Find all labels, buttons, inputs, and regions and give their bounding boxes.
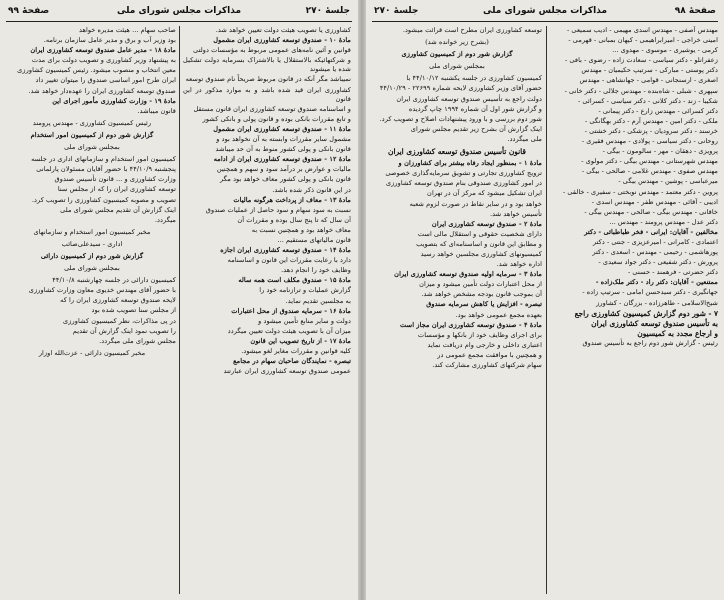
text-line: گزارش عملیات و ترازنامه خود را [259, 286, 351, 295]
text-line: دکتر عدل - مهندس پرومند - مهندس ... [609, 217, 718, 226]
text-line: در پی مذاکرات، نظر کمیسیون کشاورزی [63, 316, 176, 325]
right-page-running-title: مذاکرات مجلس شورای ملی [482, 6, 608, 16]
text-line: کمیسیون امور استخدام و سازمانهای اداری در جلسه [31, 155, 176, 164]
left-page-running-title: مذاکرات مجلس شورای ملی [116, 6, 242, 16]
text-line: ممتنعین - آقایان: دکتر راد - دکتر ملک‌زاده - [595, 278, 718, 287]
text-line: دکتر کسرائی - مهندس زارع - دکتر پیمانی - [598, 106, 718, 115]
text-line: امینی خراجی - امیرابراهیمی - کیهان بمبانی - قهرمی - [568, 36, 718, 45]
signature-line: رئیس کمیسیون کشاورزی - مهندس پرومند [32, 118, 152, 127]
agenda-item-heading: ۷ - شور دوم گزارش کمیسیون کشاورزی راجع [574, 308, 718, 318]
text-line: مادهٔ ۳ - سرمایه اولیه صندوق توسعه کشاورزی ایران [394, 270, 542, 279]
text-line: صندوق توسعه کشاورزی ایران را عهده‌دار خواهد شد. [28, 86, 176, 95]
text-line: با حضور آقای مهندس خدیوی معاون وزارت کشاورزی [28, 286, 176, 295]
left-page-right-column [183, 26, 351, 596]
text-line: مخالفین - آقایان: ایرانی - فخر طباطبائی - دکتر [584, 227, 718, 236]
text-line: اعتباری داخلی و خارجی وام دریافت نماید [427, 340, 542, 349]
text-line: و تابع مقررات بانکی بوده و قانون پولی و بانکی کشور [202, 114, 351, 123]
text-line: دولت و سایر منابع تأمین میشود و [258, 316, 351, 325]
text-line: کمیسیونهای کشاورزی مجلسین خواهد رسید [420, 249, 542, 258]
text-line: جهانگیری - دکتر سیدحسن امامی - سرتیپ زاده - [582, 288, 718, 297]
text-line: مادهٔ ۱۷ - از تاریخ تصویب این قانون [250, 336, 351, 345]
left-page-left-column [8, 26, 176, 596]
text-line: کشاورزی ایران قید شده باشد و به موارد مذکور در این قانون [183, 85, 351, 103]
agenda-item-heading: و ارجاع مجدد به کمیسیون [637, 328, 718, 338]
text-line: و اساسنامه صندوق توسعه کشاورزی ایران قانون مستقل [193, 104, 351, 113]
text-line: دولت راجع به تأسیس صندوق توسعه کشاورزی ایران [396, 94, 542, 103]
text-line: اینک گزارش آن تقدیم مجلس شورای ملی [60, 205, 176, 214]
text-line: مشمول سایر مقررات وابسته به آن نخواهد بود و [216, 135, 351, 144]
text-line: دارد با رعایت مقررات این قانون و اساسنامه [227, 256, 351, 265]
text-line: مادهٔ ۱۸ - مدیر عامل صندوق توسعه کشاورزی ایران [30, 46, 176, 55]
right-header-rule [372, 21, 718, 22]
text-line: تبصره - افزایش یا کاهش سرمایه صندوق [426, 300, 542, 309]
text-line: ایران طرح امور اساسی صندوق را میتوان تغییر داد [35, 76, 176, 85]
right-page-header [374, 6, 716, 20]
text-line: خرسند - دکتر سرودیان - پزشکی - دکتر خشتی - [584, 126, 718, 135]
text-line: مادهٔ ۱۴ - صندوق توسعه کشاورزی ایران اجازه [220, 246, 351, 255]
text-line: صاحب سهام ... هیئت مدیره خواهد [78, 26, 176, 34]
right-page-number: صفحهٔ ۹۸ [674, 6, 716, 16]
right-page [366, 0, 724, 600]
text-line: مادهٔ ۱۲ - صندوق توسعه کشاورزی ایران از ادامه [213, 155, 351, 164]
text-line: تأسیس خواهد شد. [489, 209, 542, 218]
text-line: مهندس آصفی - مهندس اسدی مهیمی - ادیب سمیعی - [567, 26, 718, 34]
section-heading: گزارش شور دوم از کمیسیون کشاورزی [401, 50, 513, 59]
text-line: بود وزیر آب و برق و مدیر عامل سازمان برنامه. [43, 36, 176, 45]
text-line: قانون میباشد. [137, 106, 176, 115]
text-line: اینک گزارش آن بشرح زیر تقدیم مجلس شورای [410, 124, 542, 133]
text-line: معین انتخاب و منصوب میشود. رئیس کمیسیون کشاورزی [17, 66, 176, 75]
text-line: کمیسیون دارائی در جلسه چهارشنبه ۴۴/۱۰/۸ [52, 276, 176, 285]
text-line: در این قانون ذکر شده باشد. [272, 185, 351, 194]
text-line: پرویزی - دهقان - مهر - سالومون - بیگی - [602, 147, 718, 156]
text-line: خاقانی - مهندس بیگی - صالحی - مهندس بیگی - [584, 207, 718, 216]
text-line: ایران تشکیل میشود که مرکز آن در تهران [427, 189, 542, 198]
text-line: شکیبا - زند - دکتر کلانی - دکتر سیاسی - کسرائی - [578, 96, 718, 105]
text-line: مادهٔ ۴ - صندوق توسعه کشاورزی ایران مجاز است [400, 320, 542, 329]
text-line: ادیبی - آقائی - مهندس ظفر - مهندس اسدی - [591, 197, 718, 206]
text-line: میرعباسی - پوشین - مهندس بیگی - [618, 177, 718, 186]
section-subheading: بمجلس شورای ملی [429, 62, 485, 71]
text-line: حضور آقای وزیر کشاورزی لایحه شماره ۲۲۶۹۹ - ۴۴/۱۰/۲۹ [379, 84, 542, 93]
text-line: شور دوم بررسی و با ورود پیشنهادات اصلاح و تصویب کرد. [379, 114, 542, 123]
text-line: معاف خواهد بود و همچنین نسبت به [251, 225, 351, 234]
text-line: رئیس - گزارش شور دوم راجع به تأسیس صندوق [582, 338, 718, 347]
text-line: و گزارش شور اول آن شماره ۱۹۹۴ چاپ گردیده [408, 104, 542, 113]
section-heading: گزارش شور دوم از کمیسیون دارائی [40, 251, 144, 260]
text-line: مالیات و عوارض بر درآمد سود و سهم و همچنین [216, 165, 351, 174]
text-line: و شرکتهائیکه بالاستقلال یا بالاشتراک بسرمایه دولت تشکیل شده یا میشوند [183, 56, 351, 74]
text-line: اعتمادی - کامرانی - امیرعزیزی - جنتی - دکتر [592, 237, 718, 246]
right-page-left-column [372, 26, 542, 596]
text-line: مجلس شورای ملی میگردد. [99, 336, 176, 345]
text-line: دارای شخصیت حقوقی و استقلال مالی است [417, 229, 542, 238]
left-page-number: صفحهٔ ۹۹ [8, 6, 50, 16]
text-line: مادهٔ ۱۰ - صندوق توسعه کشاورزی ایران مشمول [213, 36, 351, 45]
text-line: روحانی - دکتر سیاسی - پولادی - مهندس فقیری - [581, 137, 718, 146]
text-line: کرمی - یوشیری - موسوی - مهدوی ... [612, 46, 718, 55]
text-line: آن سال که تا پنج سال بوده و مقررات آن [237, 215, 351, 224]
text-line: میگردد. [154, 215, 176, 224]
text-line: از محل اعتبارات دولت تأمین میشود و میزان [419, 280, 542, 289]
right-column-divider [546, 26, 547, 594]
text-line: به پیشنهاد وزیر کشاورزی و تصویب دولت برای مدت [31, 56, 176, 65]
text-line: اصغری - ارسنجانی - قوامی - جهانشاهی - مهندس [579, 76, 718, 85]
text-line: آن بموجب قانون بودجه مشخص خواهد شد. [421, 290, 542, 299]
text-line: کلیه قوانین و مقررات مغایر لغو میشود. [241, 347, 351, 355]
text-line: ترویج کشاورزی تجارتی و تشویق سرمایه‌گذاری خصوصی [385, 169, 542, 178]
text-line: قانون مالیاتهای مستقیم ... [277, 235, 351, 244]
text-line: ملکی - دکتر امین - مهندس آرم - دکتر بهگانگی - [584, 116, 718, 125]
text-line: پورهاشمی - رحیمی - مهندس - اسعدی - دکتر [592, 248, 718, 257]
text-line: عمومی صندوق توسعه کشاورزی ایران عبارتند [223, 367, 351, 376]
text-line: مادهٔ ۱ - بمنظور ایجاد رفاه بیشتر برای کشاورزان و [398, 159, 542, 168]
left-column-divider [179, 26, 180, 594]
text-line: قانون بانکی و پولی کشور منوط به آن حد میباشد [215, 145, 351, 154]
text-line: پرورش - دکتر شفیعی - دکتر جواد سعیدی - [598, 258, 718, 267]
left-header-rule [6, 21, 352, 22]
text-line: مادهٔ ۱۶ - سرمایه صندوق از محل اعتبارات [231, 306, 351, 315]
text-line: کمیسیون کشاورزی در جلسه یکشنبه ۴۴/۱۰/۱۲ با [406, 74, 542, 83]
text-line: مادهٔ ۲ - صندوق توسعه کشاورزی ایران [431, 219, 542, 228]
text-line: ملی میگردد. [507, 134, 542, 143]
text-line: میزان آن با تصویب هیئت دولت تعیین میگردد [227, 326, 351, 335]
text-line: مادهٔ ۱۹ - وزارت کشاورزی مأمور اجرای این [52, 96, 176, 105]
text-line: کشاورزی یا تصویب هیئت دولت تعیین خواهد شد. [215, 26, 351, 34]
text-line: تبصره - نمایندگان صاحبان سهام در مجامع [233, 357, 351, 366]
left-page-header [8, 6, 350, 20]
text-line: شیخ‌الاسلامی - طاهرزاده - بزرگان - کشاورز [596, 298, 718, 307]
text-line: را تصویب نمود اینک گزارش آن تقدیم [72, 326, 176, 335]
text-line: به مجلسین تقدیم نماید. [285, 296, 351, 305]
text-line: دکتر حضرتی - فرهمند - حسنی - [628, 268, 718, 277]
text-line: (بشرح زیر خوانده شد) [425, 38, 489, 47]
book-gutter [358, 0, 366, 600]
text-line: نسبت به سود سهام و سود حاصل از عملیات صندوق [205, 205, 351, 214]
text-line: و همچنین با موافقت مجمع عمومی در [437, 350, 542, 359]
text-line: پنجشنبه ۴۴/۱۰/۹ با حضور آقایان مسئولان پارلمانی [36, 165, 176, 174]
text-line: مادهٔ ۱۵ - صندوق مکلف است همه ساله [238, 276, 351, 285]
text-line: لایحه صندوق توسعه کشاورزی ایران را که [60, 296, 176, 305]
text-line: توسعه کشاورزی ایران را که از مجلس سنا [57, 185, 176, 194]
law-title: قانون تأسیس صندوق توسعه کشاورزی ایران [388, 147, 526, 157]
text-line: پروین - دکتر معتمد - مهندس نوبختی - سفیری - خالقی - [562, 187, 718, 196]
text-line: زعفرانلو - دکتر سیاسی - سعادت زاده - رضوی - بافی - [564, 56, 718, 65]
text-line: وظایف خود را انجام دهد. [281, 266, 351, 275]
right-page-session: جلسهٔ ۲۷۰ [374, 6, 419, 16]
signature-line: مخبر کمیسیون دارائی - عزت‌الله اوزار [38, 348, 146, 357]
text-line: در امور کشاورزی صندوقی بنام صندوق توسعه کشاورزی [385, 179, 542, 188]
text-line: مهندس صفوی - مهندس غلامی - صالحی - بیگی - [581, 167, 718, 176]
section-subheading: بمجلس شورای ملی [64, 264, 120, 273]
section-heading: گزارش شور دوم از کمیسیون امور استخدام [30, 130, 154, 139]
text-line: مادهٔ ۱۳ - معاف از پرداخت هرگونه مالیات [233, 195, 351, 204]
text-line: وزارت کشاورزی و ... قانون تأسیس صندوق [54, 175, 176, 184]
text-line: قوانین و آئین نامه‌های عمومی مربوط به مؤسسات دولتی [193, 46, 351, 55]
text-line: برای اجرای وظایف خود از بانکها و مؤسسات [417, 330, 542, 339]
section-subheading: بمجلس شورای ملی [64, 143, 120, 152]
text-line: خواهد بود و در سایر نقاط در صورت لزوم شعبه [409, 199, 542, 208]
right-page-right-column [550, 26, 718, 596]
text-line: توسعه کشاورزی ایران مطرح است قرائت میشود. [402, 26, 542, 34]
text-line: قانون بانکی و پولی کشور معاف خواهد بود مگر [219, 175, 351, 184]
left-page-session: جلسهٔ ۲۷۰ [305, 6, 350, 16]
text-line: دکتر پوستی - مبارکی - سرتیپ حکیمیان - مهندس [581, 66, 718, 75]
text-line: مهندس شهرستانی - مهندس بیگی - دکتر مولوی - [581, 157, 718, 166]
left-page [0, 0, 358, 600]
agenda-item-heading: به تأسیس صندوق توسعه کشاورزی ایران [591, 318, 718, 328]
text-line: و مطابق این قانون و اساسنامه‌ای که بتصویب [416, 239, 542, 248]
text-line: اداره خواهد شد. [496, 260, 542, 269]
signature-line: مخبر کمیسیون امور استخدام و سازمانهای [33, 227, 151, 236]
text-line: مادهٔ ۱۱ - صندوق توسعه کشاورزی ایران مشمول [213, 124, 351, 133]
text-line: نمیباشد مگر آنکه در قانون مربوط صریحاً نام صندوق توسعه [185, 75, 351, 84]
text-line: سهام شرکتهای کشاورزی مشارکت کند. [432, 361, 542, 369]
text-line: سپهری - شبلی - شاه‌بنده - مهندس جلالی - دکتر خانی - [564, 86, 718, 95]
text-line: تصویب و مصوبه کمیسیون کشاورزی را تصویب کرد. [31, 195, 176, 204]
text-line: از مجلس سنا تصویب شده بود [91, 306, 176, 315]
text-line: بعهده مجمع عمومی خواهد بود. [455, 310, 542, 319]
signature-line: اداری - سیدعلی‌صائب [61, 239, 123, 248]
